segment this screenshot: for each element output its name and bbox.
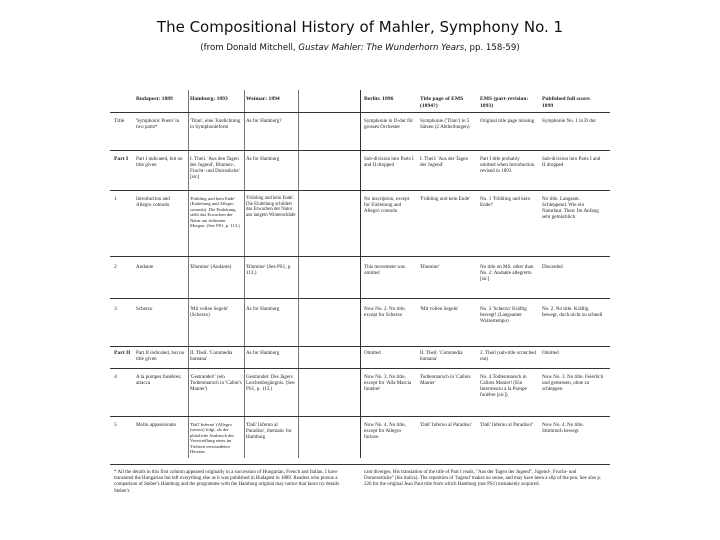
table-cell: As for Hamburg	[246, 306, 280, 312]
document-title: The Compositional History of Mahler, Symphony No. 1	[156, 18, 564, 36]
row-rule	[110, 346, 610, 347]
table-cell: 'Dall' Inferno al Paradiso'	[420, 422, 472, 428]
table-cell: 'Blumine' (See PS1, p. 113.)	[246, 264, 292, 277]
col-header: Weimar: 1894	[246, 96, 280, 102]
table-cell: Now No. 4. No title, except for Allegro furioso	[364, 422, 406, 441]
column-rule	[188, 90, 189, 458]
table-cell: As for Hamburg	[246, 156, 280, 162]
table-cell: 'Blumine'	[420, 264, 440, 270]
table-cell: Part I indicated, but no title given	[136, 156, 183, 169]
footnote-left: * All the details in this first column appeared originally in a succession of Hungarian, French and Italian. I have translated the Hungarian but left everything else as it was published in Budapest in 1889. Readers who pursue a comparison of Steber's Hamburg and the programme with the Hamburg original may notice that Ianro try details Steber's	[114, 470, 340, 494]
table-cell: No. 4 Todtenmarsch in Callots Manier! (Ein Intermezzo à la Pompe funèbre [sic])	[480, 374, 527, 399]
col-header: Title page of EMS (1894?)	[420, 96, 464, 109]
table-cell: 'Frühling und kein Ende' (Einleitung und Allegro comodo). Die Einleitung stellt das Erwachen der Natur am frühesten Morgen. (See PS1, p. 113.)	[190, 196, 240, 229]
table-cell: No. 2. No title. Kräftig bewegt, doch nicht zu schnell	[542, 306, 603, 319]
row-label: 5	[114, 422, 117, 428]
col-header: EMS (part-revision: 1893)	[480, 96, 529, 109]
table-cell: A la pompes funèbres; attacca	[136, 374, 182, 387]
table-cell: No inscription, except for Einleitung and Allegro comodo	[364, 196, 410, 215]
table-cell: Symphonie ('Titan') in 5 Sätzen (2 Abtheilungen)	[420, 118, 470, 131]
document-subtitle	[0, 43, 720, 53]
table-cell: Scherzo	[136, 306, 153, 312]
table-cell: 'Frühling und kein Ende'. Die Einleitung schildert das Erwachen der Natur aus langem Winterschlafe	[246, 196, 296, 218]
table-cell: 2. Theil (sub-title scratched out)	[480, 350, 536, 363]
table-cell: Omitted	[542, 350, 559, 356]
table-cell: 'Mit vollen Segeln' (Scherzo)	[190, 306, 229, 319]
row-rule	[110, 368, 610, 369]
table-cell: As for Hamburg	[246, 350, 280, 356]
row-label: 1	[114, 196, 117, 202]
row-rule	[110, 256, 610, 257]
table-cell: 'Mit vollen Segeln'	[420, 306, 459, 312]
col-header: Published full score: 1899	[542, 96, 591, 109]
row-rule	[110, 150, 610, 151]
table-cell: Symphonie in D-dur für grosses Orchester	[364, 118, 414, 131]
row-label: 4	[114, 374, 117, 380]
table-cell: As for Hamburg?	[246, 118, 282, 124]
table-cell: Molto appassionato	[136, 422, 177, 428]
table-cell: Symphonie No. 1 in D dur	[542, 118, 597, 124]
table-cell: Now No. 3. No title, except for 'Alla Marcia funebre'	[364, 374, 412, 393]
table-cell: This movement was omitted	[364, 264, 406, 277]
col-header: Budapest: 1889	[136, 96, 173, 102]
row-label: Title	[114, 118, 125, 124]
table-cell: II. Theil. 'Commedia humana'	[190, 350, 233, 363]
table-cell: Sub-division into Parts I and II dropped	[542, 156, 601, 169]
table-cell: 'Frühling und kein Ende'	[420, 196, 471, 202]
table-cell: Omitted	[364, 350, 381, 356]
table-cell: Original title page missing	[480, 118, 535, 124]
table-cell: I. Theil: 'Aus der Tagen der Jugend'	[420, 156, 469, 169]
center-divider	[360, 90, 361, 458]
table-cell: No title. Langsam. Schleppend. Wie ein Naturlaut. Then: Im Anfang sehr gemächlich	[542, 196, 599, 221]
table-cell: Andante	[136, 264, 154, 270]
scanned-table	[108, 86, 613, 526]
col-header: Hamburg: 1893	[190, 96, 228, 102]
table-cell: Now No. 4. No title. Stürmisch bewegt	[542, 422, 584, 435]
row-label: 3	[114, 306, 117, 312]
subtitle-source-title: Gustav Mahler: The Wunderhorn Years	[298, 43, 465, 53]
table-cell: I. Theil. 'Aus den Tagen der Jugend', Blumen-, Frucht- und Dornstücke' [sic]	[190, 156, 240, 181]
table-bottom-rule	[110, 464, 610, 465]
column-rule	[244, 90, 245, 458]
table-cell: No. 1 'Frühling und kein Ende!'	[480, 196, 531, 209]
row-label: Part II	[114, 350, 131, 356]
table-cell: II. Theil: 'Commedia humana'	[420, 350, 463, 363]
table-cell: 'Blumine' (Andante)	[190, 264, 232, 270]
table-cell: Gestrandet: Des Jägers Leichenbegängnis. (See PS1, p. 113.)	[246, 374, 295, 393]
table-cell: Now No. 2. No title, except for Scherzo	[364, 306, 406, 319]
row-label: Part I	[114, 156, 129, 162]
table-cell: Discarded	[542, 264, 563, 270]
table-cell: Introduction and Allegro comodo	[136, 196, 170, 209]
footnote-right: cant diverges. His translation of the title of Part I reads, "Aus der Tagen der Jugend", Jugend-, Frucht- und Dornenstücke" (his italics). The repetition of 'Jugend' makes no sense, and may have been a slip of the pen. See also p. 226 for the original Jean Paul title from which Hamburg (not PS1) mistakenly acquired.	[364, 470, 602, 488]
col-header: Berlin: 1896	[364, 96, 394, 102]
row-rule	[110, 416, 610, 417]
table-cell: Part I title probably omitted when Introduction revised in 1893	[480, 156, 535, 175]
table-cell: Part II indicated, but no title given	[136, 350, 185, 363]
table-cell: Todtenmarsch in 'Callots Manier'	[420, 374, 471, 387]
row-rule	[110, 298, 610, 299]
table-cell: 'Titan', eine Tondichtung in Symphonieform	[190, 118, 241, 131]
table-cell: 'Dall' Inferno al Paradiso!'	[480, 422, 534, 428]
table-cell: No title on MS. other than No. 2: Andante allegretto [sic]	[480, 264, 534, 283]
table-cell: 'Dall' Inferno al Paradiso', thematic for Hamburg	[246, 422, 292, 441]
row-label: 2	[114, 264, 117, 270]
row-rule	[110, 190, 610, 191]
table-cell: No. 3 'Scherzo' Kräftig bewegt! (Langsamer Walzertempo)	[480, 306, 527, 325]
table-cell: Sub-division into Parts I and II dropped	[364, 156, 414, 169]
header-rule	[110, 112, 610, 113]
table-cell: 'Dall' Inferno' (Allegro furioso) folgt, als der plötzliche Ausbruch der Verzweiflung eines im Tiefsten verwundeten Herzens	[190, 422, 234, 455]
subtitle-prefix: (from Donald Mitchell,	[200, 43, 299, 53]
table-cell: 'Gestrandet!' (ein Todtenmarsch in 'Callot's Manier')	[190, 374, 242, 393]
table-cell: 'Symphonic Poem' in two parts*	[136, 118, 180, 131]
table-cell: Now No. 3. No title. Feierlich und gemessen, ohne zu schleppen	[542, 374, 604, 393]
subtitle-suffix: , pp. 158-59)	[464, 43, 520, 53]
column-rule	[298, 90, 299, 458]
